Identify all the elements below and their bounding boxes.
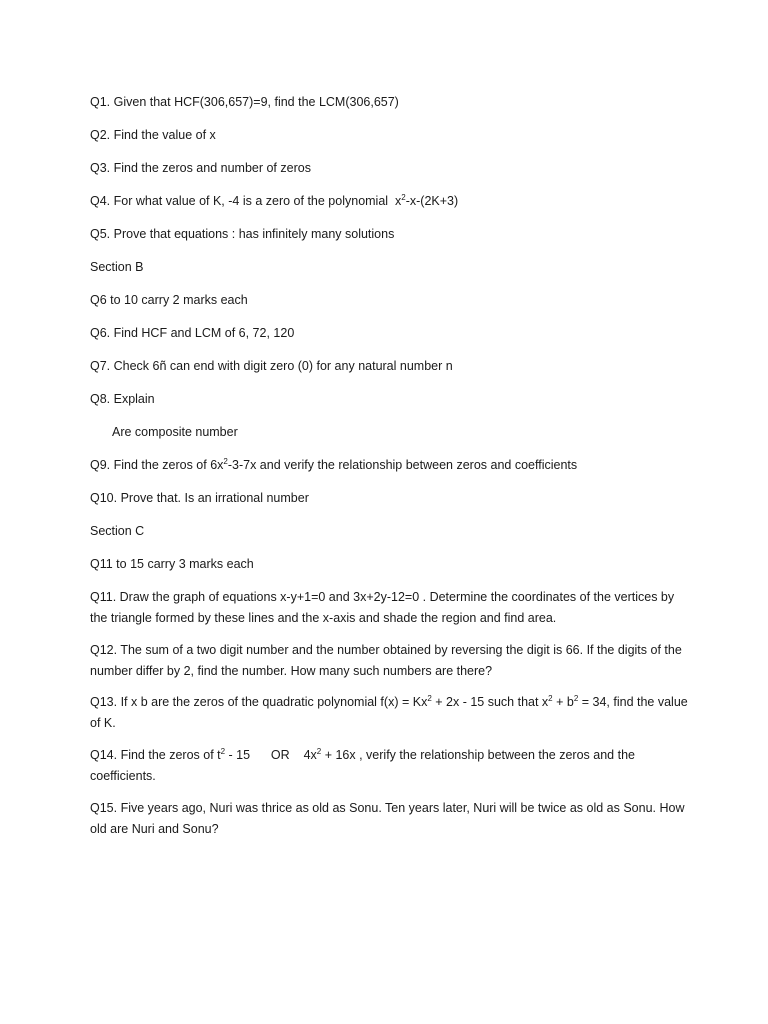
question-4-expr-b: -x-(2K+3): [405, 194, 459, 208]
question-3: Q3. Find the zeros and number of zeros: [90, 161, 311, 175]
question-6: Q6. Find HCF and LCM of 6, 72, 120: [90, 326, 295, 340]
question-4-expr-a: x: [395, 194, 402, 208]
question-14-exponent-1: 2: [220, 747, 226, 756]
question-13-part-d: = 34, find the value of K.: [90, 695, 688, 730]
section-c-note: Q11 to 15 carry 3 marks each: [90, 557, 254, 571]
question-13-exponent-1: 2: [427, 694, 432, 703]
section-c-heading: Section C: [90, 524, 145, 538]
question-5: Q5. Prove that equations : has infinitely many solutions: [90, 227, 395, 241]
question-14-part-c: + 16x , verify the relationship between the zeros and the coefficients.: [90, 748, 635, 783]
question-8-subline: Are composite number: [112, 425, 238, 439]
question-13-exponent-2: 2: [548, 694, 553, 703]
question-13: [90, 692, 690, 733]
question-4-text: Q4. For what value of K, -4 is a zero of the polynomial: [90, 194, 389, 208]
question-8: Q8. Explain: [90, 392, 155, 406]
question-10: Q10. Prove that. Is an irrational number: [90, 491, 309, 505]
question-13-part-a: Q13. If x b are the zeros of the quadratic polynomial f(x) = Kx: [90, 695, 428, 709]
question-13-part-b: + 2x - 15 such that x: [431, 695, 549, 709]
question-14-part-a: Q14. Find the zeros of t: [90, 748, 221, 762]
question-7: Q7. Check 6ñ can end with digit zero (0) for any natural number n: [90, 359, 453, 373]
question-14-exponent-2: 2: [316, 747, 322, 756]
question-1: Q1. Given that HCF(306,657)=9, find the LCM(306,657): [90, 95, 399, 109]
section-b-note: Q6 to 10 carry 2 marks each: [90, 293, 248, 307]
question-13-part-c: + b: [552, 695, 574, 709]
question-14: [90, 745, 690, 786]
question-4: [90, 191, 690, 212]
question-9-part-b: -3-7x and verify the relationship between zeros and coefficients: [227, 458, 578, 472]
question-15: Q15. Five years ago, Nuri was thrice as old as Sonu. Ten years later, Nuri will be twice as old as Sonu. How old are Nuri and Sonu?: [90, 801, 685, 836]
question-9: [90, 455, 690, 476]
section-b-heading: Section B: [90, 260, 144, 274]
question-14-part-b: - 15 OR 4x: [225, 748, 317, 762]
question-4-exponent: 2: [401, 193, 406, 202]
question-9-exponent: 2: [223, 457, 228, 466]
question-2: Q2. Find the value of x: [90, 128, 216, 142]
question-13-exponent-3: 2: [573, 694, 579, 703]
question-9-part-a: Q9. Find the zeros of 6x: [90, 458, 224, 472]
question-12: Q12. The sum of a two digit number and the number obtained by reversing the digit is 66. If the digits of the number differ by 2, find the number. How many such numbers are there?: [90, 643, 682, 678]
question-11: Q11. Draw the graph of equations x-y+1=0 and 3x+2y-12=0 . Determine the coordinates of the vertices by the triangle formed by these lines and the x-axis and shade the region and find area.: [90, 590, 675, 625]
